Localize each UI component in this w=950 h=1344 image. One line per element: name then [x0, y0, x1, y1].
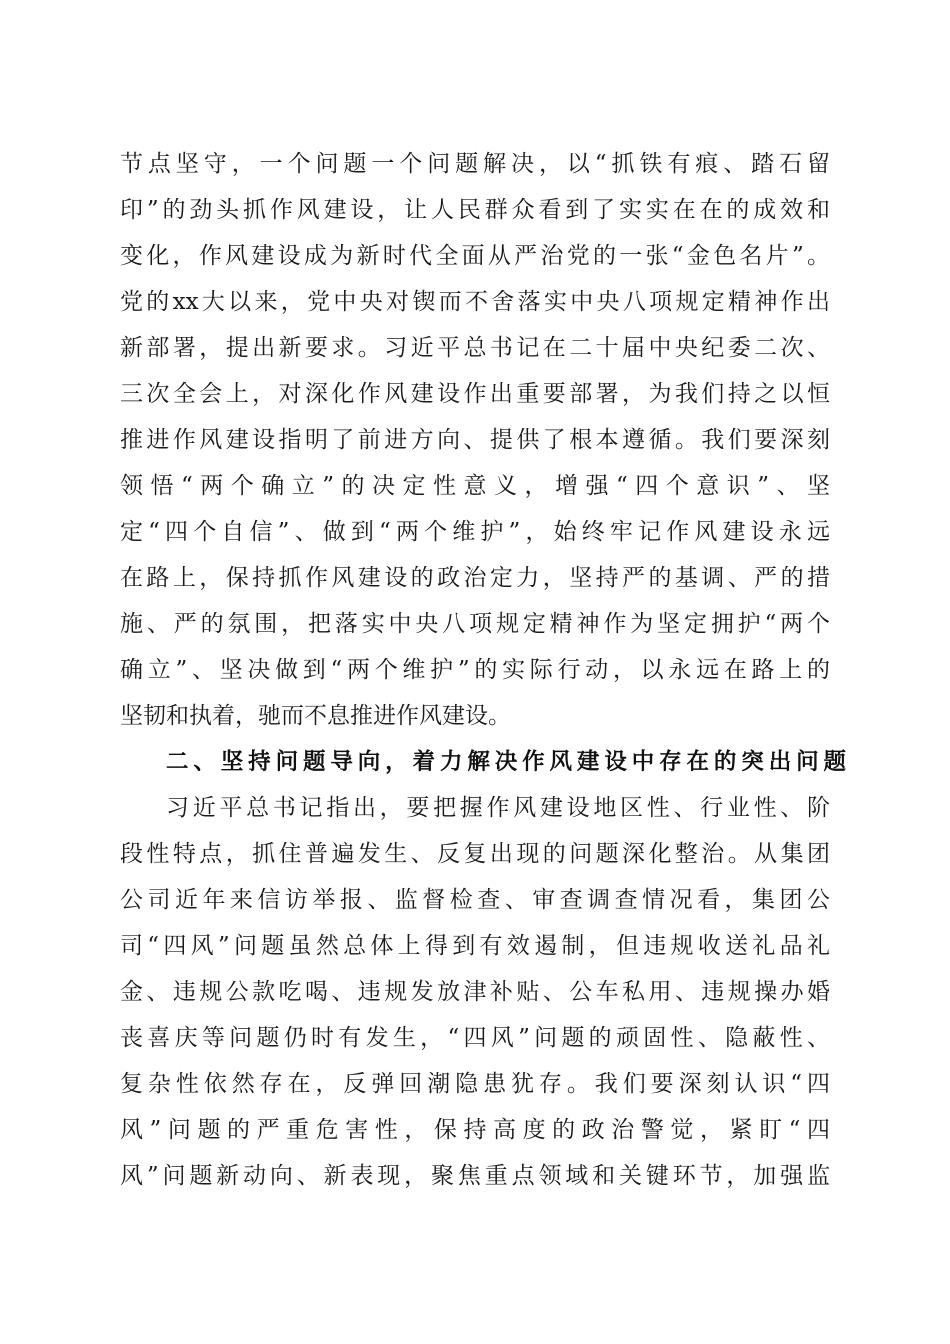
- paragraph-1-line-6: 三次全会上，对深化作风建设作出重要部署，为我们持之以恒: [120, 381, 830, 407]
- paragraph-1-line-2: 印”的劲头抓作风建设，让人民群众看到了实实在在的成效和: [120, 197, 830, 223]
- paragraph-1-line-3: 变化，作风建设成为新时代全面从严治党的一张“金色名片”。: [120, 243, 830, 269]
- paragraph-1-line-7: 推进作风建设指明了前进方向、提供了根本遵循。我们要深刻: [120, 427, 830, 453]
- paragraph-2-line-5: 金、违规公款吃喝、违规发放津补贴、公车私用、违规操办婚: [120, 979, 830, 1005]
- paragraph-2-line-9: 风”问题新动向、新表现，聚焦重点领域和关键环节，加强监: [120, 1163, 830, 1189]
- paragraph-1-line-12: 确立”、坚决做到“两个维护”的实际行动，以永远在路上的: [120, 657, 830, 683]
- paragraph-1-line-4: 党的xx大以来，党中央对锲而不舍落实中央八项规定精神作出: [120, 289, 830, 315]
- paragraph-2-line-2: 段性特点，抓住普遍发生、反复出现的问题深化整治。从集团: [120, 841, 830, 867]
- paragraph-1-line-11: 施、严的氛围，把落实中央八项规定精神作为坚定拥护“两个: [120, 611, 830, 637]
- paragraph-2-line-7: 复杂性依然存在，反弹回潮隐患犹存。我们要深刻认识“四: [120, 1071, 830, 1097]
- section-heading: 二、坚持问题导向，着力解决作风建设中存在的突出问题: [166, 749, 846, 775]
- paragraph-1-line-5: 新部署，提出新要求。习近平总书记在二十届中央纪委二次、: [120, 335, 830, 361]
- paragraph-1-line-10: 在路上，保持抓作风建设的政治定力，坚持严的基调、严的措: [120, 565, 830, 591]
- paragraph-2-line-8: 风”问题的严重危害性，保持高度的政治警觉，紧盯“四: [120, 1117, 830, 1143]
- paragraph-1-line-9: 定“四个自信”、做到“两个维护”，始终牢记作风建设永远: [120, 519, 830, 545]
- paragraph-1-line-8: 领悟“两个确立”的决定性意义，增强“四个意识”、坚: [120, 473, 830, 499]
- paragraph-1-line-13: 坚韧和执着，驰而不息推进作风建设。: [120, 703, 511, 729]
- paragraph-2-line-4: 司“四风”问题虽然总体上得到有效遏制，但违规收送礼品礼: [120, 933, 830, 959]
- paragraph-2-line-6: 丧喜庆等问题仍时有发生，“四风”问题的顽固性、隐蔽性、: [120, 1025, 830, 1051]
- paragraph-2-line-3: 公司近年来信访举报、监督检查、审查调查情况看，集团公: [120, 887, 830, 913]
- paragraph-2-line-1: 习近平总书记指出，要把握作风建设地区性、行业性、阶: [166, 795, 830, 821]
- paragraph-1-line-1: 节点坚守，一个问题一个问题解决，以“抓铁有痕、踏石留: [120, 151, 830, 177]
